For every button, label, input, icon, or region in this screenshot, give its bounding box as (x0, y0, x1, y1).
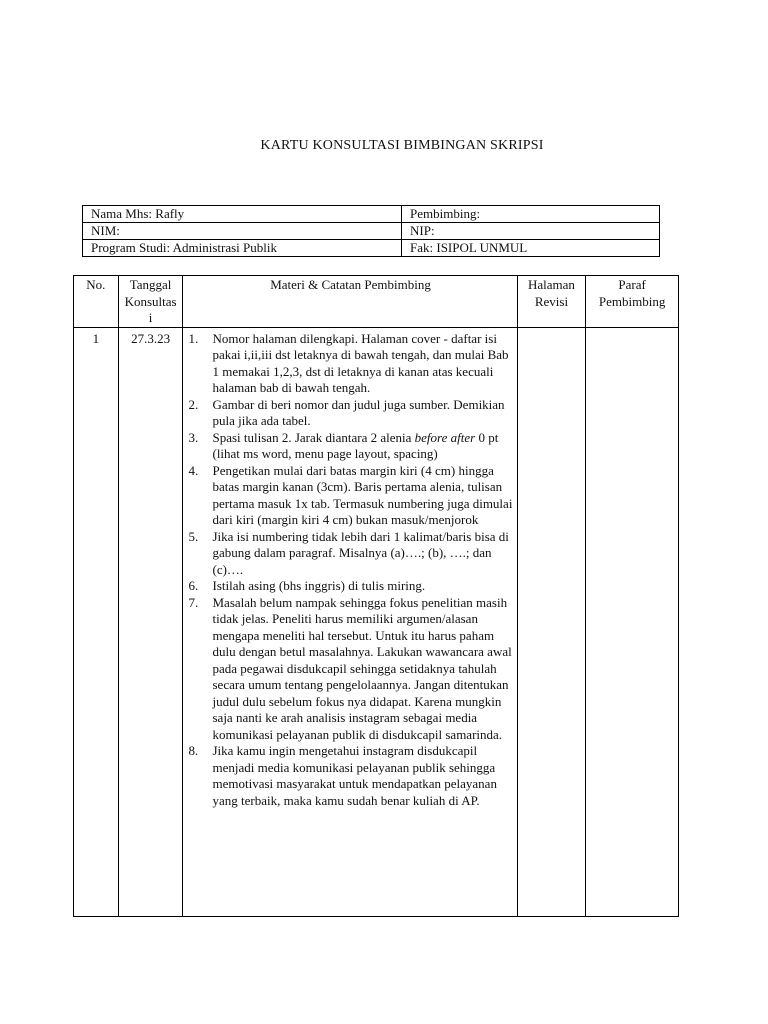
item-text: Jika isi numbering tidak lebih dari 1 kalimat/baris bisa di gabung dalam paragraf. Misalnya (a)….; (b), ….; dan (c)…. (212, 528, 509, 577)
header-halaman-line1: Halaman (527, 277, 575, 292)
item-text: Nomor halaman dilengkapi. Halaman cover - daftar isi pakai i,ii,iii dst letaknya di bawah tengah, dan mulai Bab 1 memakai 1,2,3, dst di letaknya di kanan atas kecuali halaman bab di bawah tengah. (212, 330, 509, 395)
list-item (188, 430, 512, 463)
list-item (188, 463, 512, 529)
item-number: 5. (188, 528, 199, 544)
header-date-line2: Konsultas (124, 293, 177, 309)
item-text: Masalah belum nampak sehingga fokus penelitian masih tidak jelas. Peneliti harus memiliki argumen/alasan mengapa meneliti hal tersebut. Untuk itu harus paham dulu dengan betul masalahnya. Lakukan wawancara awal pada pegawai disdukcapil sehingga setidaknya tahulah secara umum tentang pengelolaannya. Jangan ditentukan judul dulu sebelum fokus nya didapat. Karena mungkin saja nanti ke arah analisis instagram sebagai media komunikasi pelayanan publik di disdukcapil samarinda. (212, 594, 512, 742)
header-date (118, 276, 183, 328)
header-date-line1: Tanggal (129, 277, 172, 292)
row-paraf (586, 327, 679, 916)
consultation-table (73, 275, 679, 917)
page-title: KARTU KONSULTASI BIMBINGAN SKRIPSI (260, 138, 544, 153)
student-info-table (82, 205, 660, 257)
item-number: 3. (188, 429, 199, 445)
item-number: 1. (188, 330, 199, 346)
header-halaman (517, 276, 586, 328)
item-text: Istilah asing (bhs inggris) di tulis miring. (212, 578, 426, 593)
row-notes (183, 327, 517, 916)
notes-list (188, 331, 512, 810)
item-number: 7. (188, 594, 199, 610)
item-number: 6. (188, 578, 199, 593)
list-item (188, 331, 512, 397)
list-item (188, 743, 512, 809)
row-no: 1 (74, 327, 119, 916)
info-row (83, 206, 660, 223)
study-program: Program Studi: Administrasi Publik (83, 240, 402, 257)
item-number: 8. (188, 743, 199, 758)
item-text: Gambar di beri nomor dan judul juga sumber. Demikian pula jika ada tabel. (212, 396, 505, 428)
item-text-a: Spasi tulisan 2. Jarak diantara 2 alenia (212, 429, 415, 445)
advisor-nip: NIP: (402, 223, 660, 240)
item-text-b: 0 pt (lihat ms word, menu page layout, spacing) (212, 429, 499, 461)
item-number: 4. (188, 462, 199, 478)
item-text: Pengetikan mulai dari batas margin kiri (4 cm) hingga batas margin kanan (3cm). Baris pertama alenia, tulisan pertama masuk 1x tab. Termasuk numbering juga dimulai dari kiri (margin kiri 4 cm) bukan masuk/menjorok (212, 462, 513, 527)
header-paraf-line2: Pembimbing (598, 293, 666, 309)
list-item (188, 578, 512, 595)
info-row (83, 223, 660, 240)
advisor-name: Pembimbing: (402, 206, 660, 223)
faculty: Fak: ISIPOL UNMUL (402, 240, 660, 257)
student-nim: NIM: (83, 223, 402, 240)
header-row (74, 276, 679, 328)
table-row (74, 327, 679, 916)
list-item (188, 397, 512, 430)
header-paraf-line1: Paraf (618, 277, 646, 292)
header-paraf (586, 276, 679, 328)
row-date: 27.3.23 (118, 327, 183, 916)
header-date-line3: i (148, 310, 153, 325)
student-name: Nama Mhs: Rafly (83, 206, 402, 223)
list-item (188, 529, 512, 579)
header-halaman-line2: Revisi (534, 293, 569, 309)
item-text: Jika kamu ingin mengetahui instagram disdukcapil menjadi media komunikasi pelayanan publik sehingga memotivasi masyarakat untuk mendapatkan pelayanan yang terbaik, maka kamu sudah benar kuliah di AP. (212, 743, 497, 808)
header-materi: Materi & Catatan Pembimbing (183, 276, 517, 328)
header-no: No. (74, 276, 119, 328)
list-item (188, 595, 512, 744)
row-halaman (517, 327, 586, 916)
item-text-italic: before after (414, 429, 476, 445)
item-number: 2. (188, 396, 199, 412)
info-row (83, 240, 660, 257)
